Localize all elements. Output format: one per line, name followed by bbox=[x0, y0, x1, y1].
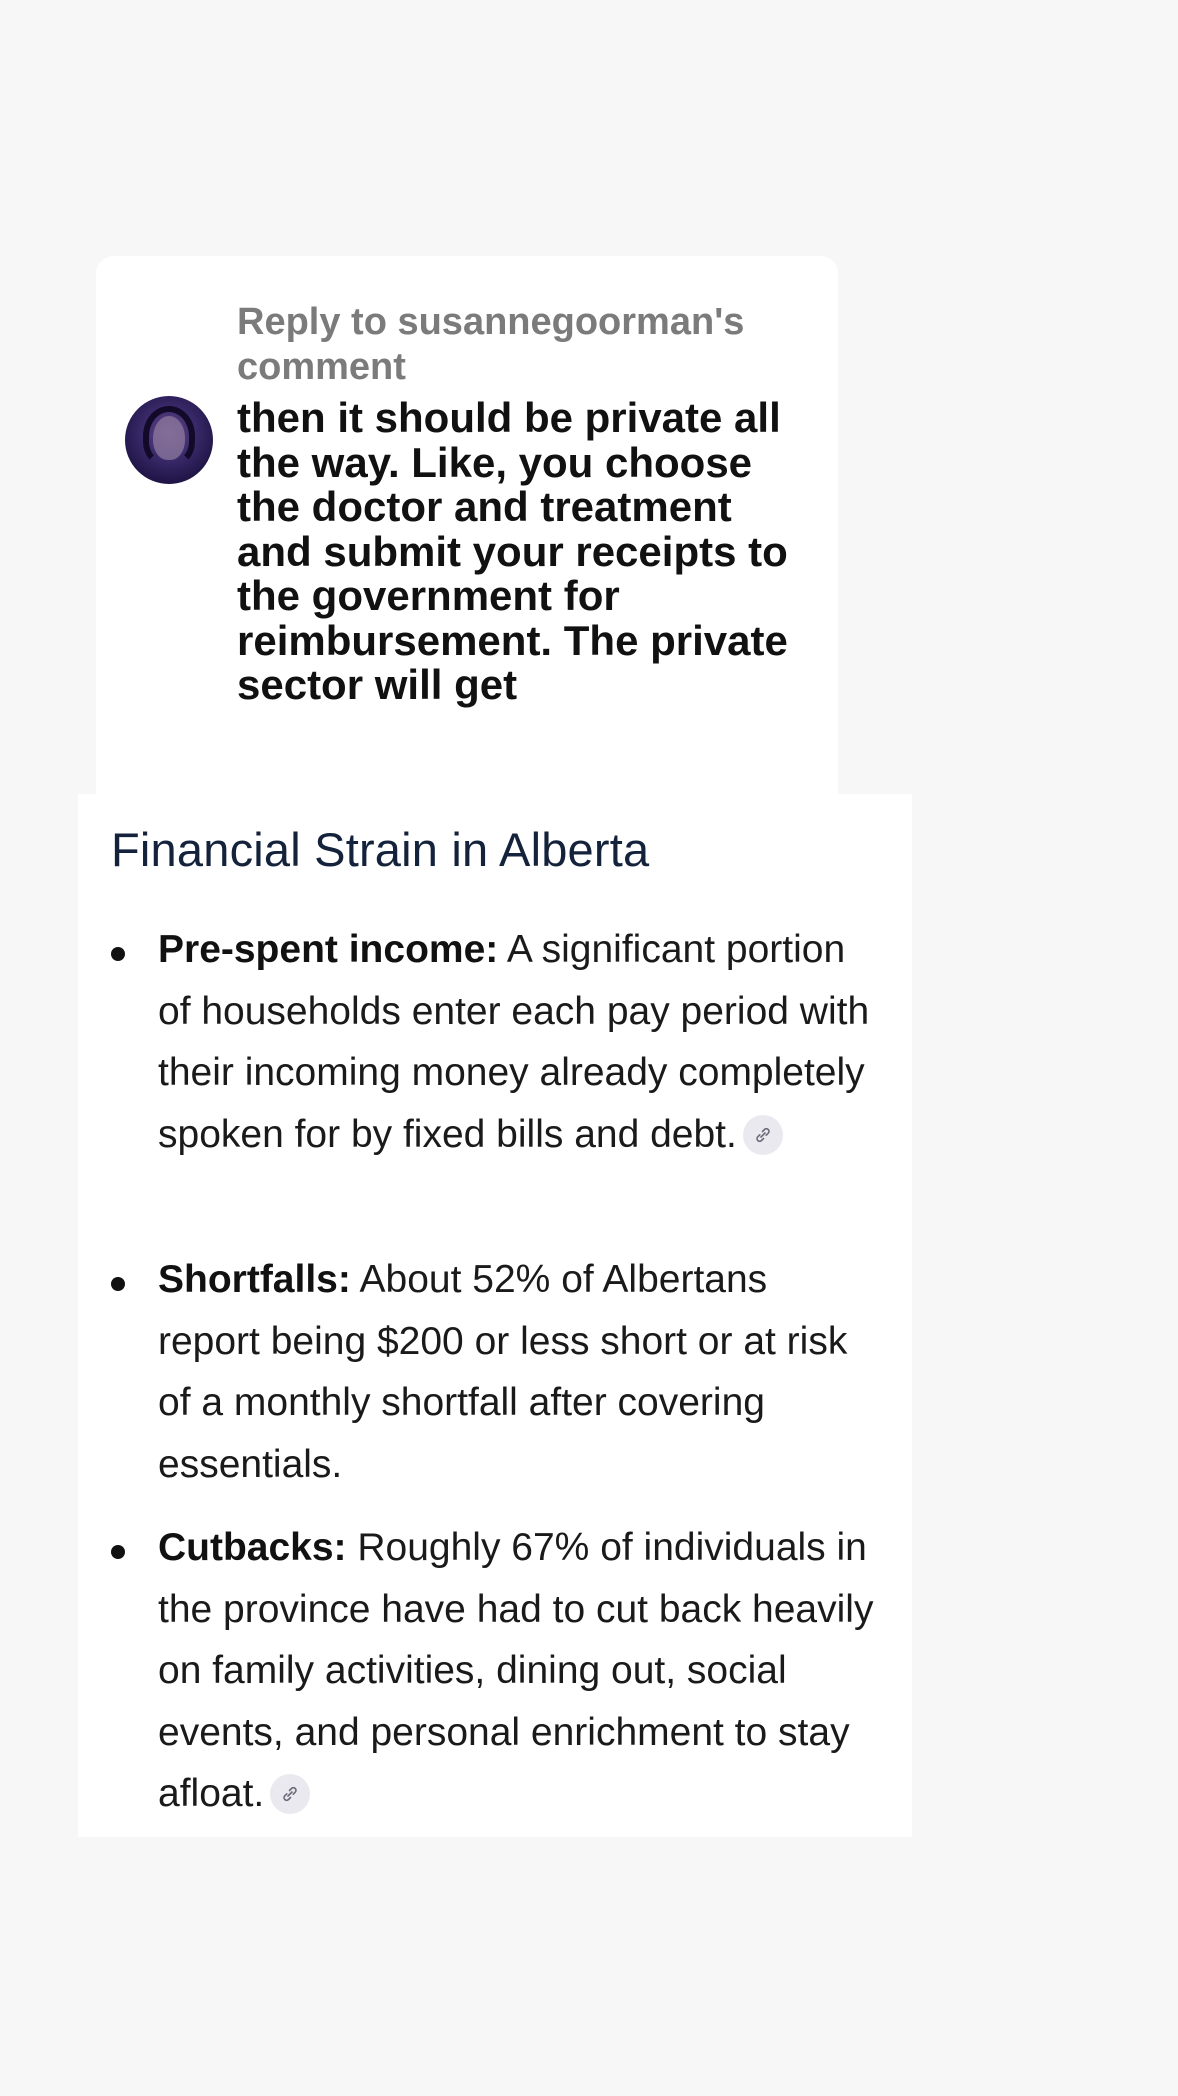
summary-title: Financial Strain in Alberta bbox=[111, 823, 650, 876]
bullet-body: Roughly 67% of individuals in the province have had to cut back heavily on family activities, dining out, social events, and personal enrichment to stay afloat. bbox=[158, 1526, 874, 1815]
link-icon[interactable] bbox=[743, 1115, 783, 1155]
bullet-body: About 52% of Albertans report being $200 or less short or at risk of a monthly shortfall after covering essentials. bbox=[158, 1258, 848, 1486]
bullet-body: A significant portion of households enter each pay period with their incoming money already completely spoken for by fixed bills and debt. bbox=[158, 928, 870, 1156]
reply-header: Reply to susannegoorman's comment bbox=[237, 301, 745, 388]
bullet-text bbox=[158, 919, 878, 1165]
bullet-dot bbox=[111, 1545, 125, 1559]
avatar-face bbox=[153, 416, 185, 460]
bullet-label: Shortfalls: bbox=[158, 1258, 351, 1301]
bullet-dot bbox=[111, 947, 125, 961]
avatar[interactable] bbox=[125, 396, 213, 484]
bullet-text bbox=[158, 1517, 878, 1825]
bullet-text bbox=[158, 1249, 878, 1495]
bullet-label: Cutbacks: bbox=[158, 1526, 347, 1569]
summary-card bbox=[78, 794, 912, 1837]
bullet-label: Pre-spent income: bbox=[158, 928, 499, 971]
bullet-dot bbox=[111, 1277, 125, 1291]
comment-text: then it should be private all the way. Like, you choose the doctor and treatment and submit your receipts to the government for reimbursement. The private sector will get bbox=[237, 394, 788, 708]
comment-card bbox=[96, 256, 838, 821]
link-icon[interactable] bbox=[270, 1774, 310, 1814]
